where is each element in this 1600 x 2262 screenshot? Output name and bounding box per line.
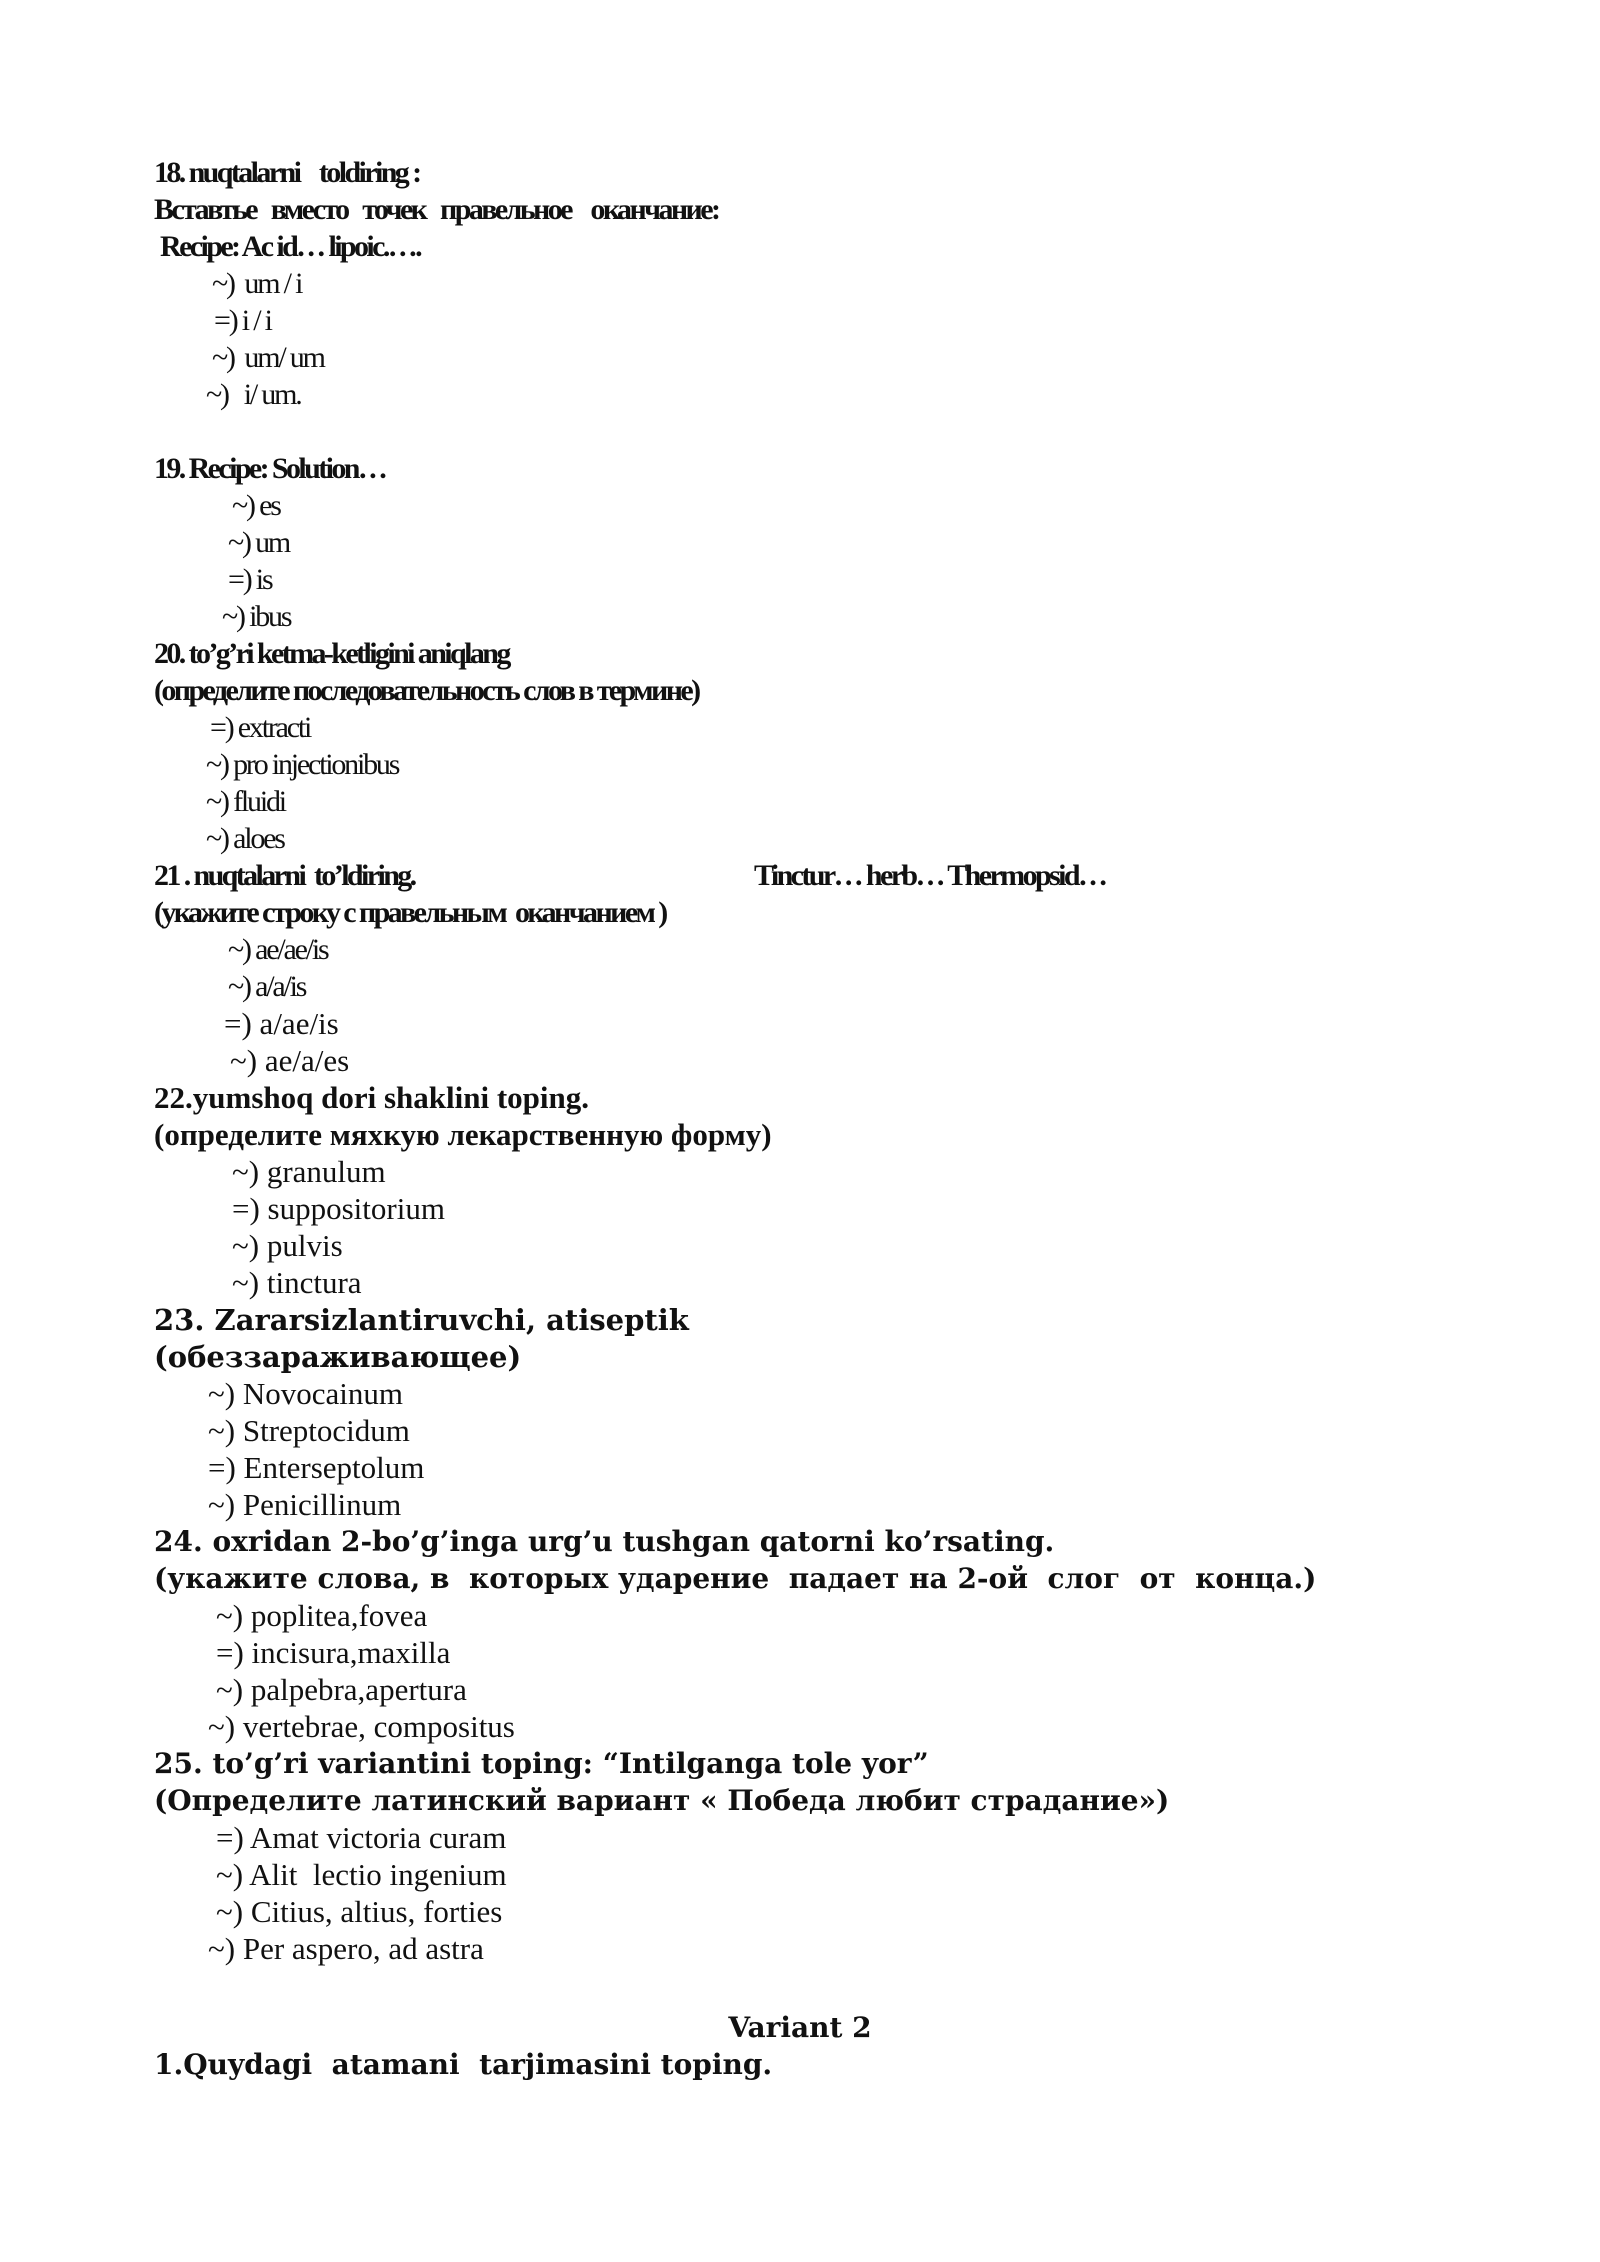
question-24-subtitle: (укажите слова, в которых ударение падает на 2-ой слог от конца.): [154, 1562, 1317, 1595]
question-21-option-2: ~) a/a/is: [228, 970, 306, 1003]
question-20-option-1: =) extracti: [210, 711, 311, 744]
question-22-title: 22.yumshoq dori shaklini toping.: [154, 1080, 590, 1115]
question-18-title: 18. nuqtalarni toldiring :: [154, 156, 420, 189]
variant-2-question-1-title: 1.Quydagi atamani tarjimasini toping.: [154, 2048, 773, 2081]
question-25-title: 25. to’g’ri variantini toping: “Intilganga tole yor”: [154, 1747, 929, 1780]
question-25-subtitle: (Определите латинский вариант « Победа любит страдание»): [154, 1784, 1170, 1817]
question-24-option-2: =) incisura,maxilla: [216, 1635, 451, 1670]
question-22-subtitle: (определите мяхкую лекарственную форму): [154, 1117, 772, 1152]
question-23-option-4: ~) Penicillinum: [208, 1487, 402, 1522]
question-21-title-right: Tinctur… herb… Thermopsid…: [754, 859, 1106, 892]
question-25-option-1: =) Amat victoria curam: [216, 1820, 507, 1855]
question-19-option-2: ~) um: [228, 526, 290, 559]
question-18-option-4: ~) i/ um.: [206, 378, 301, 411]
question-20-option-3: ~) fluidi: [206, 785, 285, 818]
question-22-option-4: ~) tinctura: [232, 1265, 362, 1300]
question-18-subtitle: Вставтье вместо точек правельное оканчание:: [154, 193, 719, 226]
question-25-option-3: ~) Citius, altius, forties: [216, 1894, 503, 1929]
question-18-option-2: =) i / i: [214, 304, 271, 337]
question-18-prompt: Recipe: Ac id… lipoic.….: [160, 230, 421, 263]
question-19-option-3: =) is: [228, 563, 272, 596]
question-21-option-3: =) a/ae/is: [224, 1006, 339, 1041]
question-19-option-1: ~) es: [232, 489, 280, 522]
question-23-option-1: ~) Novocainum: [208, 1376, 403, 1411]
question-20-option-2: ~) pro injectionibus: [206, 748, 399, 781]
question-22-option-2: =) suppositorium: [232, 1191, 445, 1226]
question-21-title: 21 . nuqtalarni to’ldiring.: [154, 859, 415, 892]
question-25-option-2: ~) Alit lectio ingenium: [216, 1857, 507, 1892]
question-20-title: 20. to’g’ri ketma-ketligini aniqlang: [154, 637, 509, 670]
question-21-option-4: ~) ae/a/es: [230, 1043, 350, 1078]
question-24-option-4: ~) vertebrae, compositus: [208, 1709, 515, 1744]
question-20-option-4: ~) aloes: [206, 822, 284, 855]
question-20-subtitle: (определите последовательность слов в термине): [154, 674, 699, 707]
question-24-option-3: ~) palpebra,apertura: [216, 1672, 467, 1707]
question-18-option-3: ~) um/ um: [212, 341, 324, 374]
question-19-option-4: ~) ibus: [222, 600, 291, 633]
question-23-option-2: ~) Streptocidum: [208, 1413, 410, 1448]
question-18-option-1: ~) um / i: [212, 267, 302, 300]
question-23-title: 23. Zararsizlantiruvchi, atiseptik: [154, 1303, 689, 1337]
question-19-title: 19. Recipe: Solution…: [154, 452, 386, 485]
question-21-subtitle: (укажите строку с правельным оканчанием ): [154, 896, 666, 929]
question-25-option-4: ~) Per aspero, ad astra: [208, 1931, 484, 1966]
question-22-option-1: ~) granulum: [232, 1154, 386, 1189]
question-21-option-1: ~) ae/ae/is: [228, 933, 328, 966]
question-23-option-3: =) Enterseptolum: [208, 1450, 425, 1485]
question-23-subtitle: (обеззараживающее): [154, 1340, 522, 1374]
question-24-option-1: ~) poplitea,fovea: [216, 1598, 428, 1633]
section-heading: Variant 2: [728, 2011, 872, 2044]
question-22-option-3: ~) pulvis: [232, 1228, 343, 1263]
question-24-title: 24. oxridan 2-bo’g’inga urg’u tushgan qatorni ko’rsating.: [154, 1525, 1055, 1558]
